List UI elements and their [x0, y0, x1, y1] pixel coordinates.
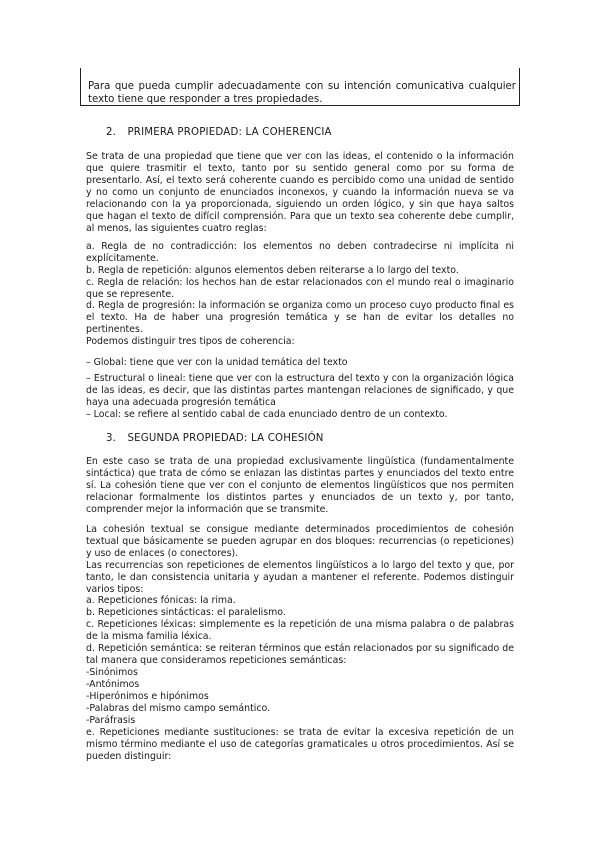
- list-item: – Estructural o lineal: tiene que ver con la estructura del texto y con la organización lógica de las ideas, es decir, que las distintas partes mantengan relaciones de significado, y que haya una adecuada progresión temática: [86, 373, 514, 408]
- list-item: a. Repeticiones fónicas: la rima.: [86, 595, 236, 606]
- list-item: -Palabras del mismo campo semántico.: [86, 703, 271, 714]
- list-item: d. Repetición semántica: se reiteran términos que están relacionados por su significado de tal manera que consideramos repeticiones semánticas:: [86, 643, 514, 666]
- list-item: -Hiperónimos e hipónimos: [86, 691, 209, 702]
- list-item: b. Repeticiones sintácticas: el paralelismo.: [86, 607, 286, 618]
- list-item: -Antónimos: [86, 679, 140, 690]
- intro-box: [80, 68, 520, 106]
- paragraph: En este caso se trata de una propiedad exclusivamente lingüística (fundamentalmente sintáctica) que trata de cómo se enlazan las distintas partes y enunciados del texto entre sí. La cohesión tiene que ver con el conjunto de elementos lingüísticos que nos permiten relacionar formalmente los distintos partes y enunciados de un texto y, por tanto, comprender mejor la información que se transmite.: [86, 456, 514, 515]
- paragraph: Podemos distinguir tres tipos de coherencia:: [86, 336, 295, 347]
- list-item: -Sinónimos: [86, 667, 138, 678]
- paragraph: La cohesión textual se consigue mediante determinados procedimientos de cohesión textual que básicamente se pueden agrupar en dos bloques: recurrencias (o repeticiones) y uso de enlaces (o conectores).: [86, 524, 514, 559]
- list-item: b. Regla de repetición: algunos elementos deben reiterarse a lo largo del texto.: [86, 265, 459, 276]
- list-item: – Local: se refiere al sentido cabal de cada enunciado dentro de un contexto.: [86, 409, 448, 420]
- section-number: 2.: [106, 127, 117, 138]
- section-heading-cohesion: [106, 433, 324, 444]
- list-item: e. Repeticiones mediante sustituciones: se trata de evitar la excesiva repetición de un mismo término mediante el uso de categorías gramaticales u otros procedimientos. Así se pueden distinguir:: [86, 727, 514, 762]
- list-item: – Global: tiene que ver con la unidad temática del texto: [86, 357, 348, 368]
- list-item: a. Regla de no contradicción: los elementos no deben contradecirse ni implícita ni explícitamente.: [86, 241, 514, 264]
- list-item: c. Regla de relación: los hechos han de estar relacionados con el mundo real o imaginario que se represente.: [86, 277, 514, 300]
- list-item: c. Repeticiones léxicas: simplemente es la repetición de una misma palabra o de palabras de la misma familia léxica.: [86, 619, 514, 642]
- section-title: PRIMERA PROPIEDAD: LA COHERENCIA: [127, 127, 332, 138]
- section-heading-coherencia: [106, 127, 332, 138]
- paragraph: Las recurrencias son repeticiones de elementos lingüísticos a lo largo del texto y que, por tanto, le dan consistencia unitaria y ayudan a mantener el referente. Podemos distinguir varios tipos:: [86, 560, 514, 595]
- section-number: 3.: [106, 433, 117, 444]
- list-item: d. Regla de progresión: la información se organiza como un proceso cuyo producto final es el texto. Ha de haber una progresión temática y se han de evitar los detalles no pertinentes.: [86, 300, 514, 335]
- intro-text: Para que pueda cumplir adecuadamente con su intención comunicativa cualquier texto tiene que responder a tres propiedades.: [88, 81, 516, 105]
- paragraph: Se trata de una propiedad que tiene que ver con las ideas, el contenido o la información que quiere trasmitir el texto, tanto por su sentido general como por su forma de presentarlo. Así, el texto será coherente cuando es percibido como una unidad de sentido y no como un conjunto de enunciados inconexos, y cuando la información nueva se va relacionando con la ya proporcionada, siguiendo un orden lógico, y sin que haya saltos que hagan el texto de difícil comprensión. Para que un texto sea coherente debe cumplir, al menos, las siguientes cuatro reglas:: [86, 151, 514, 234]
- section-title: SEGUNDA PROPIEDAD: LA COHESIÓN: [127, 433, 324, 444]
- list-item: -Paráfrasis: [86, 715, 136, 726]
